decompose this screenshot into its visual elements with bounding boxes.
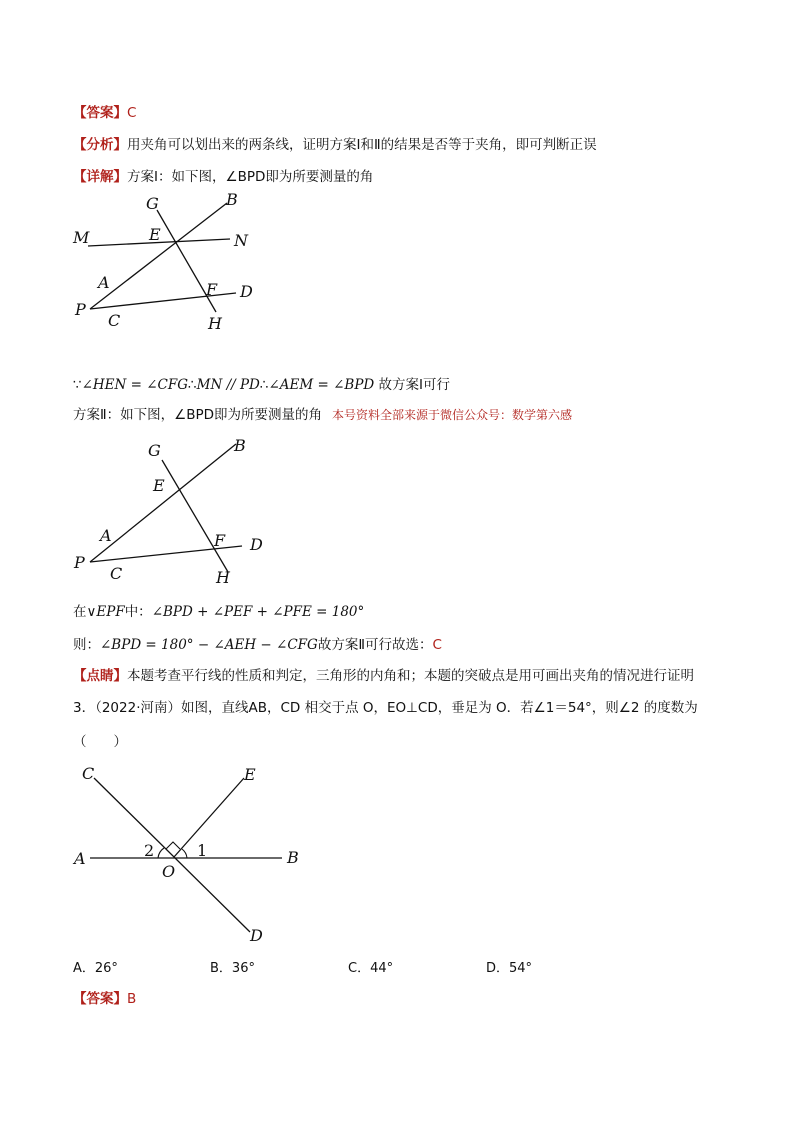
analysis-line bbox=[73, 133, 597, 153]
label-b: B bbox=[226, 190, 238, 209]
line-cd bbox=[94, 778, 250, 932]
label-d: D bbox=[240, 282, 253, 301]
question-3-blank-line bbox=[73, 730, 127, 750]
triangle-line bbox=[73, 600, 364, 620]
answer-3-tag: 【答案】 bbox=[73, 991, 127, 1007]
option-b: B．36° bbox=[210, 961, 255, 976]
label-a: A bbox=[98, 273, 110, 292]
label-h-2: H bbox=[216, 568, 230, 587]
therefore-symbol-2: ∴ bbox=[259, 377, 269, 393]
label-e-2: E bbox=[153, 476, 165, 495]
angle-1-label: 1 bbox=[197, 841, 208, 860]
plan-2-line bbox=[73, 403, 572, 423]
detail-text: 方案Ⅰ：如下图，∠BPD即为所要测量的角 bbox=[127, 169, 374, 185]
label-b-3: B bbox=[287, 848, 299, 867]
option-d: D．54° bbox=[486, 961, 533, 976]
label-e: E bbox=[149, 225, 161, 244]
detail-tag: 【详解】 bbox=[73, 169, 127, 185]
answer-3-value: B bbox=[127, 991, 137, 1007]
then-prefix: 则： bbox=[73, 637, 100, 653]
label-p: P bbox=[75, 300, 86, 319]
angle-2-arc bbox=[158, 848, 164, 858]
label-a-2: A bbox=[100, 526, 112, 545]
label-a-3: A bbox=[74, 849, 86, 868]
figure-1-diagram bbox=[70, 190, 270, 335]
label-m: M bbox=[73, 228, 90, 247]
line-oe bbox=[174, 778, 244, 857]
label-g: G bbox=[146, 194, 159, 213]
triangle-prefix: 在 bbox=[73, 604, 87, 620]
answer-line bbox=[73, 101, 136, 121]
triangle-equation: ∠BPD + ∠PEF + ∠PFE = 180° bbox=[151, 604, 365, 620]
reason-1-line bbox=[73, 373, 450, 393]
plan-2-text: 方案Ⅱ：如下图，∠BPD即为所要测量的角 bbox=[73, 407, 323, 423]
label-h: H bbox=[208, 314, 222, 333]
comment-text: 本题考查平行线的性质和判定，三角形的内角和；本题的突破点是用可画出夹角的情况进行证明 bbox=[127, 668, 694, 684]
answer-value: C bbox=[127, 105, 137, 121]
reason-1-math-2: MN // PD bbox=[196, 377, 260, 393]
label-f-2: F bbox=[214, 531, 226, 550]
because-symbol: ∵ bbox=[73, 377, 82, 393]
label-c: C bbox=[108, 311, 121, 330]
detail-line bbox=[73, 165, 373, 185]
analysis-tag: 【分析】 bbox=[73, 137, 127, 153]
label-n: N bbox=[234, 231, 248, 250]
reason-1-math-3: ∠AEM = ∠BPD bbox=[268, 377, 375, 393]
therefore-symbol-1: ∴ bbox=[188, 377, 197, 393]
reason-1-conclusion: 故方案Ⅰ可行 bbox=[378, 377, 451, 393]
figure-2-diagram bbox=[68, 432, 278, 592]
label-c-2: C bbox=[110, 564, 123, 583]
question-3-text: 3．（2022·河南）如图，直线AB，CD 相交于点 O，EO⊥CD，垂足为 O．若∠1＝54°，则∠2 的度数为 bbox=[73, 700, 698, 716]
label-p-2: P bbox=[74, 553, 85, 572]
reason-1-math-1: ∠HEN = ∠CFG bbox=[81, 377, 189, 393]
then-conclusion: 故方案Ⅱ可行故选： bbox=[317, 637, 433, 653]
triangle-name: ∨EPF bbox=[86, 604, 125, 620]
label-o-3: O bbox=[162, 862, 176, 881]
label-b-2: B bbox=[234, 436, 246, 455]
then-equation: ∠BPD = 180° − ∠AEH − ∠CFG bbox=[100, 637, 318, 653]
source-note: 本号资料全部来源于微信公众号：数学第六感 bbox=[332, 408, 573, 422]
option-a: A．26° bbox=[73, 961, 118, 976]
angle-1-arc bbox=[182, 849, 187, 858]
label-f: F bbox=[206, 280, 218, 299]
comment-tag: 【点睛】 bbox=[73, 668, 127, 684]
triangle-mid: 中： bbox=[124, 604, 152, 620]
label-g-2: G bbox=[148, 441, 161, 460]
analysis-text: 用夹角可以划出来的两条线，证明方案Ⅰ和Ⅱ的结果是否等于夹角，即可判断正误 bbox=[127, 137, 597, 153]
angle-2-label: 2 bbox=[144, 841, 155, 860]
answer-blank: （ ） bbox=[73, 734, 127, 750]
answer-tag: 【答案】 bbox=[73, 105, 127, 121]
option-c: C．44° bbox=[348, 961, 394, 976]
then-line bbox=[73, 633, 442, 653]
then-choice: C bbox=[432, 637, 442, 653]
label-d-2: D bbox=[250, 535, 263, 554]
comment-line bbox=[73, 664, 694, 684]
right-angle-mark bbox=[166, 842, 180, 849]
label-d-3: D bbox=[250, 926, 263, 945]
figure-3-diagram bbox=[70, 760, 310, 950]
question-3-line bbox=[73, 696, 698, 716]
label-e-3: E bbox=[244, 765, 256, 784]
label-c-3: C bbox=[82, 764, 95, 783]
answer-3-line bbox=[73, 987, 136, 1007]
